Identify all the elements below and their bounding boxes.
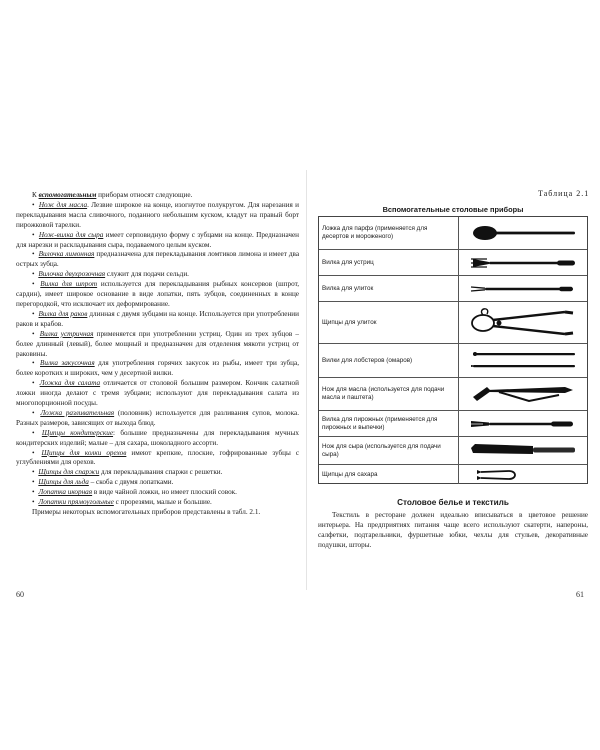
utensil-name: Щипцы для улиток: [319, 302, 459, 343]
paragraph: [16, 201, 299, 231]
bullet-icon: •: [32, 329, 35, 338]
table-row: [319, 465, 587, 484]
term: Вилка закусочная: [40, 359, 95, 368]
table-row: [319, 411, 587, 437]
paragraph-text: имеют крепкие, плоские, гофрированные зубцы с углублениями для орехов.: [16, 448, 300, 467]
paragraph: [16, 250, 299, 270]
table-row: [319, 250, 587, 276]
table-row: [319, 378, 587, 411]
utensil-name: Ложка для парфэ (применяется для десертов и мороженого): [319, 217, 459, 249]
term: Щипцы кондитерские: [41, 428, 114, 437]
paragraph: [16, 270, 299, 280]
paragraph-text: отличается от столовой большим размером. Кончик салатной ложки иногда делают с тремя зубцами; используют для перекладывания салата из многопорционной посуды.: [16, 379, 299, 408]
utensils-table: [318, 216, 588, 484]
bullet-icon: •: [32, 448, 35, 457]
paragraph-text: используется для перекладывания рыбных консервов (шпрот, сардин), имеет широкое основание в виде лопатки, пять зубцов, соединенных в конце перегородкой, что исключает их деформирование.: [16, 280, 300, 308]
paragraph: [16, 468, 299, 478]
oyster-fork-icon: [460, 250, 587, 275]
table-row: [319, 276, 587, 302]
term: Лопатки прямоугольные: [38, 498, 114, 507]
table-title: Вспомогательные столовые приборы: [382, 205, 524, 214]
intro-term: вспомогательным: [38, 191, 97, 199]
paragraph-text: в виде чайной ложки, но имеет плоский совок.: [92, 488, 237, 497]
paragraph: [16, 478, 299, 488]
paragraph: [16, 191, 299, 201]
paragraph: [16, 379, 299, 409]
term: Лопатка икорная: [38, 488, 93, 497]
bullet-icon: •: [32, 468, 35, 477]
butter-knife-icon: [460, 378, 587, 410]
term: Нож для масла: [38, 200, 88, 209]
paragraph-text: : большие предназначены для перекладывания мучных кондитерских изделий; малые – для сахара, шоколадного ассорти.: [16, 428, 299, 447]
bullet-icon: •: [32, 200, 35, 209]
table-label: Таблица 2.1: [538, 189, 590, 198]
snail-fork-icon: [460, 276, 587, 301]
bullet-icon: •: [32, 230, 35, 239]
paragraph-text: . Лезвие широкое на конце, изогнутое полукругом. Для нарезания и перекладывания масла сливочного, поданного небольшим куском, кладут на правый борт пирожковой тарелки.: [16, 200, 300, 229]
right-page-text: [318, 511, 588, 551]
term: Вилочка лимонная: [38, 250, 95, 259]
term: Щипцы для льда: [38, 478, 89, 487]
snail-tongs-icon: [460, 302, 587, 343]
utensil-name: Вилка для пирожных (применяется для пирожных и выпечки): [319, 411, 459, 436]
table-row: [319, 344, 587, 378]
paragraph-text: предназначена для перекладывания ломтиков лимона и имеет два острых зубца.: [16, 250, 300, 269]
paragraph: [16, 429, 299, 449]
paragraph-text: применяется при употреблении устриц. Один из трех зубцов – более длинный (левый), более мощный и предназначен для отделения мякоти устриц от раковины.: [16, 329, 300, 358]
paragraph: [16, 280, 299, 310]
paragraph-text: Примеры некоторых вспомогательных приборов представлены в табл. 2.1.: [32, 508, 261, 516]
term: Щипцы для колки орехов: [41, 448, 127, 457]
paragraph-text: с прорезями, малые и большие.: [113, 498, 212, 507]
bullet-icon: •: [32, 379, 35, 388]
paragraph-text: служит для подачи сельди.: [105, 270, 189, 279]
left-page-number: 60: [16, 590, 24, 599]
utensil-name: Щипцы для сахара: [319, 465, 459, 484]
paragraph-text: – скоба с двумя лопатками.: [88, 478, 174, 487]
parfait-spoon-icon: [460, 217, 587, 249]
paragraph-text: для перекладывания спаржи с решетки.: [99, 468, 223, 477]
bullet-icon: •: [32, 488, 35, 497]
bullet-icon: •: [32, 280, 35, 289]
paragraph: [16, 508, 299, 518]
section-title: Столовое белье и текстиль: [397, 498, 509, 507]
paragraph: [16, 310, 299, 330]
lobster-forks-icon: [460, 344, 587, 377]
paragraph: [16, 231, 299, 251]
paragraph-text: длинная с двумя зубцами на конце. Используется при употреблении раков и крабов.: [16, 309, 299, 328]
term: Вилка для раков: [38, 309, 88, 318]
intro-text: К: [32, 191, 39, 199]
paragraph: [16, 498, 299, 508]
paragraph: [16, 488, 299, 498]
bullet-icon: •: [32, 498, 35, 507]
paragraph-text: приборам относят следующие.: [96, 191, 193, 199]
paragraph: Текстиль в ресторане должен идеально вписываться в цветовое решение интерьера. На предприятиях питания чаще всего используют скатерти, напероны, салфетки, подтарельники, фуршетные юбки, чехлы для стульев, декоративные подушки, шторы.: [318, 511, 588, 549]
term: Ложка разливательная: [40, 408, 115, 417]
utensil-name: Нож для масла (используется для подачи масла и паштета): [319, 378, 459, 410]
utensil-name: Вилки для лобстеров (омаров): [319, 344, 459, 377]
cheese-knife-icon: [460, 437, 587, 464]
term: Нож-вилка для сыра: [38, 230, 104, 239]
term: Вилочка двухрозочная: [38, 270, 106, 279]
bullet-icon: •: [32, 428, 35, 437]
right-page-number: 61: [576, 590, 584, 599]
left-page-text: [16, 191, 299, 518]
utensil-name: Нож для сыра (используется для подачи сыра): [319, 437, 459, 464]
bullet-icon: •: [32, 270, 35, 279]
term: Вилка устричная: [39, 329, 94, 338]
paragraph-text: имеет серповидную форму с зубцами на конце. Предназначен для нарезки и раскладывания сыра, подаваемого целым куском.: [16, 230, 299, 249]
paragraph: [16, 330, 299, 360]
term: Ложка для салата: [39, 379, 101, 388]
bullet-icon: •: [32, 478, 35, 487]
bullet-icon: •: [32, 359, 35, 368]
paragraph: [16, 409, 299, 429]
paragraph: [16, 359, 299, 379]
table-row: [319, 302, 587, 344]
bullet-icon: •: [32, 250, 35, 259]
table-row: [319, 217, 587, 250]
paragraph-text: для употребления горячих закусок из рыбы, имеет три зубца, более коротких и широких, чем у десертной вилки.: [16, 359, 299, 378]
term: Щипцы для спаржи: [38, 468, 100, 477]
paragraph-text: (половник) используется для разливания супов, молока. Разных размеров, зависящих от выхода блюд.: [16, 408, 299, 427]
term: Вилка для шпрот: [40, 280, 98, 289]
bullet-icon: •: [32, 309, 35, 318]
table-row: [319, 437, 587, 465]
utensil-name: Вилка для улиток: [319, 276, 459, 301]
bullet-icon: •: [32, 408, 35, 417]
page-gutter: [306, 170, 307, 590]
utensil-name: Вилка для устриц: [319, 250, 459, 275]
sugar-tongs-icon: [460, 465, 587, 484]
paragraph: [16, 449, 299, 469]
cake-fork-icon: [460, 411, 587, 436]
